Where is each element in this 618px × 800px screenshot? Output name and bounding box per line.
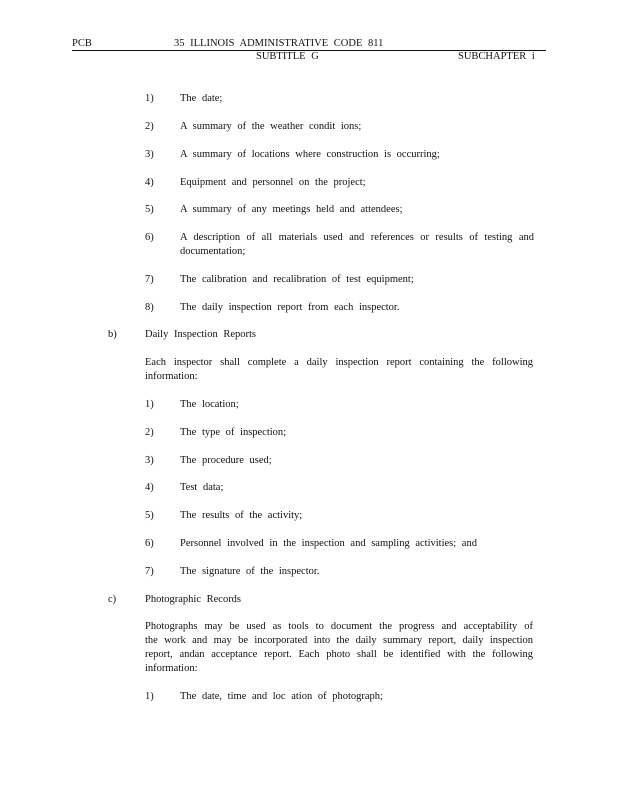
list-item-text: The type of inspection;: [180, 427, 287, 438]
list-item-text: The signature of the inspector.: [180, 566, 320, 577]
list-item-text: A description of all materials used and references or results of testing and documentation;: [180, 232, 534, 257]
list-item-number: 4): [145, 177, 154, 188]
section-intro: Each inspector shall complete a daily inspection report containing the following information:: [145, 357, 533, 382]
header-subtitle: SUBTITLE G: [256, 51, 319, 62]
section-title: Photographic Records: [145, 594, 242, 605]
list-item-number: 4): [145, 482, 154, 493]
list-item-text: The date;: [180, 93, 223, 104]
list-item-number: 3): [145, 149, 154, 160]
list-item-number: 1): [145, 93, 154, 104]
header-left: PCB: [72, 38, 92, 49]
header-right: SUBCHAPTER i: [458, 51, 535, 62]
list-item-number: 7): [145, 274, 154, 285]
list-item-text: The date, time and loc ation of photograph;: [180, 691, 383, 702]
list-item-text: The daily inspection report from each inspector.: [180, 302, 400, 313]
list-item-number: 3): [145, 455, 154, 466]
section-intro: Photographs may be used as tools to document the progress and acceptability of the work and may be incorporated into the daily summary report, daily inspection report, andan acceptance report. Each photo shall be identified with the following information:: [145, 621, 533, 674]
list-item-text: The results of the activity;: [180, 510, 303, 521]
list-item-text: A summary of the weather condit ions;: [180, 121, 362, 132]
list-item-text: The location;: [180, 399, 239, 410]
list-item-number: 2): [145, 121, 154, 132]
header-rule: [72, 50, 546, 51]
list-item-text: The procedure used;: [180, 455, 272, 466]
list-item-text: Equipment and personnel on the project;: [180, 177, 366, 188]
list-item-text: Test data;: [180, 482, 224, 493]
list-item-number: 1): [145, 691, 154, 702]
list-item-number: 7): [145, 566, 154, 577]
section-letter: b): [108, 329, 117, 340]
list-item-number: 8): [145, 302, 154, 313]
list-item-number: 5): [145, 510, 154, 521]
list-item-number: 6): [145, 232, 154, 243]
list-item-text: A summary of any meetings held and attendees;: [180, 204, 403, 215]
list-item-number: 2): [145, 427, 154, 438]
list-item-number: 1): [145, 399, 154, 410]
header-title: 35 ILLINOIS ADMINISTRATIVE CODE 811: [174, 38, 384, 49]
list-item-number: 6): [145, 538, 154, 549]
section-title: Daily Inspection Reports: [145, 329, 256, 340]
list-item-text: The calibration and recalibration of test equipment;: [180, 274, 414, 285]
list-item-number: 5): [145, 204, 154, 215]
list-item-text: Personnel involved in the inspection and sampling activities; and: [180, 538, 477, 549]
section-letter: c): [108, 594, 117, 605]
list-item-text: A summary of locations where construction is occurring;: [180, 149, 440, 160]
